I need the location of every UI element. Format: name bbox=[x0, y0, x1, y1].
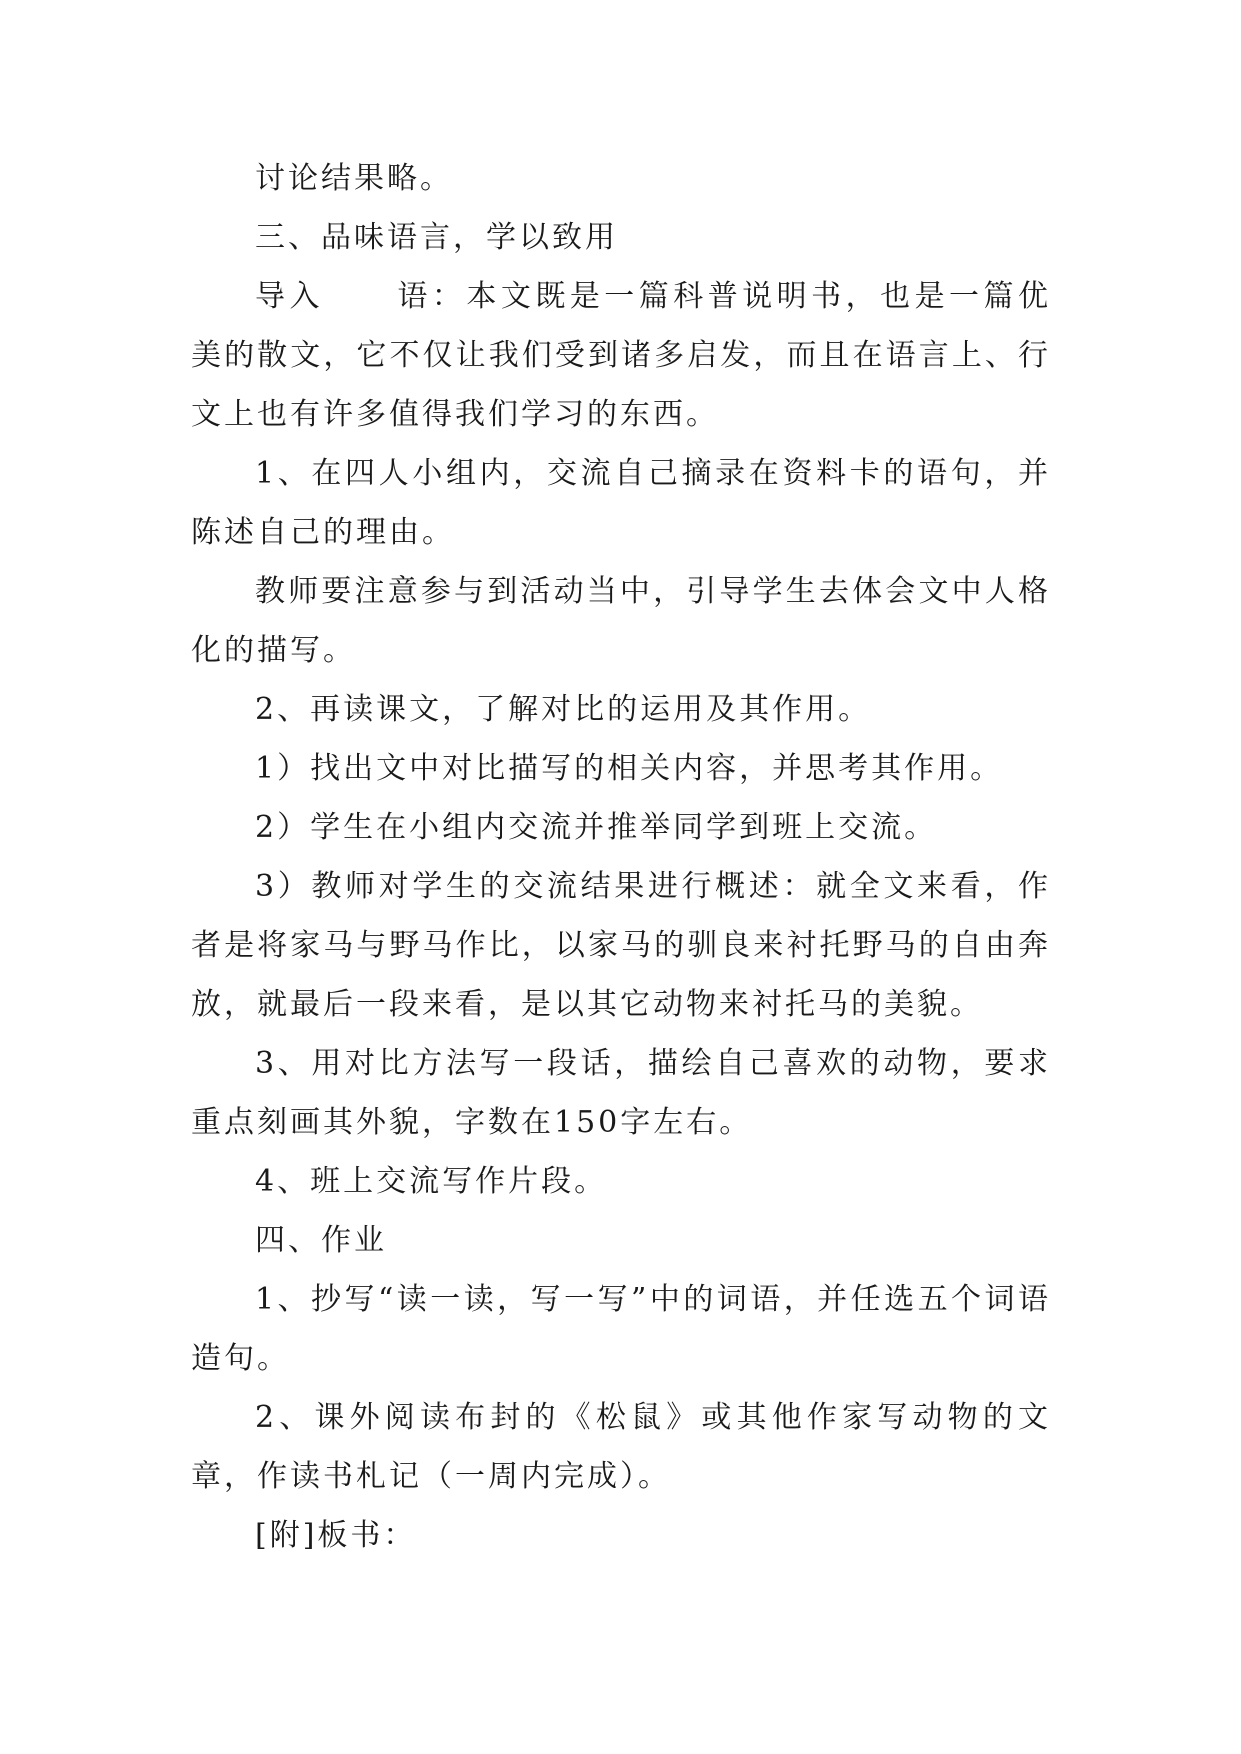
paragraph-discussion-result: 讨论结果略。 bbox=[255, 161, 453, 196]
intro-label-a: 导入 bbox=[255, 279, 324, 314]
section-heading-3: 三、品味语言，学以致用 bbox=[255, 220, 618, 255]
paragraph-intro bbox=[191, 267, 1051, 444]
section-heading-4: 四、作业 bbox=[255, 1223, 387, 1258]
paragraph-step-4: 4、班上交流写作片段。 bbox=[255, 1164, 608, 1199]
paragraph-homework-1: 1、抄写“读一读，写一写”中的词语，并任选五个词语造句。 bbox=[191, 1282, 1051, 1376]
paragraph-step-3: 3、用对比方法写一段话，描绘自己喜欢的动物，要求重点刻画其外貌，字数在150字左右。 bbox=[191, 1046, 1051, 1140]
intro-text: 本文既是一篇科普说明书，也是一篇优美的散文，它不仅让我们受到诸多启发，而且在语言上、行文上也有许多值得我们学习的东西。 bbox=[191, 279, 1052, 432]
paragraph-step-2: 2、再读课文，了解对比的运用及其作用。 bbox=[255, 692, 872, 727]
paragraph-step-2-1: 1）找出文中对比描写的相关内容，并思考其作用。 bbox=[255, 751, 1004, 786]
paragraph-step-2-2: 2）学生在小组内交流并推举同学到班上交流。 bbox=[255, 810, 938, 845]
paragraph-step-2-3: 3）教师对学生的交流结果进行概述：就全文来看，作者是将家马与野马作比，以家马的驯良来衬托野马的自由奔放，就最后一段来看，是以其它动物来衬托马的美貌。 bbox=[191, 869, 1051, 1022]
paragraph-teacher-note: 教师要注意参与到活动当中，引导学生去体会文中人格化的描写。 bbox=[191, 574, 1051, 668]
intro-label-b: 语： bbox=[395, 279, 467, 314]
paragraph-homework-2: 2、课外阅读布封的《松鼠》或其他作家写动物的文章，作读书札记（一周内完成）。 bbox=[191, 1400, 1051, 1494]
paragraph-blackboard: [附]板书： bbox=[255, 1518, 417, 1553]
paragraph-step-1: 1、在四人小组内，交流自己摘录在资料卡的语句，并陈述自己的理由。 bbox=[191, 456, 1051, 550]
